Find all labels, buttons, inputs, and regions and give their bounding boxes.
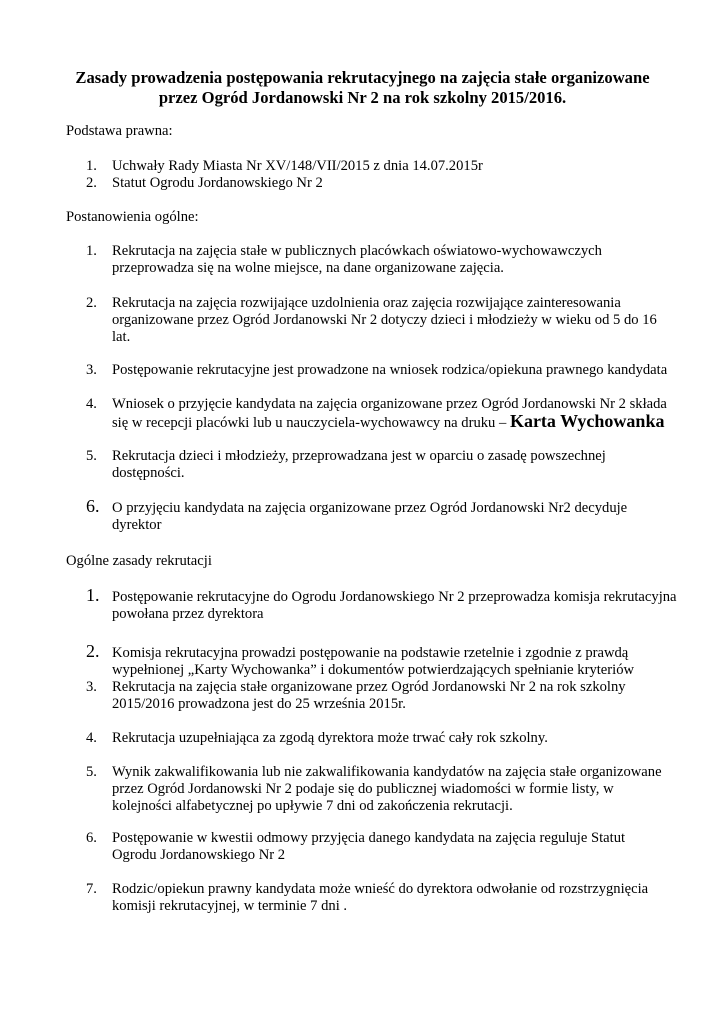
legal-basis-heading: Podstawa prawna: bbox=[66, 123, 173, 139]
rule-item: 3. Rekrutacja na zajęcia stałe organizowane przez Ogród Jordanowski Nr 2 na rok szkolny 2015/2016 prowadzona jest do 25 września 2015r. bbox=[86, 679, 626, 712]
rule-item: 2. Komisja rekrutacyjna prowadzi postępowanie na podstawie rzetelnie i zgodnie z prawdą wypełnionej „Karty Wychowanka” i dokumentów potwierdzających spełnianie kryteriów bbox=[86, 641, 635, 678]
title-line-2: przez Ogród Jordanowski Nr 2 na rok szkolny 2015/2016. bbox=[158, 88, 567, 107]
provision-item: 3. Postępowanie rekrutacyjne jest prowadzone na wniosek rodzica/opiekuna prawnego kandydata bbox=[86, 362, 668, 378]
legal-basis-item: 1. Uchwały Rady Miasta Nr XV/148/VII/2015 z dnia 14.07.2015r bbox=[86, 158, 483, 174]
karta-wychowanka-emphasis: Karta Wychowanka bbox=[509, 411, 665, 431]
title-line-1: Zasady prowadzenia postępowania rekrutacyjnego na zajęcia stałe organizowane bbox=[75, 68, 650, 87]
provision-item: 1. Rekrutacja na zajęcia stałe w publicznych placówkach oświatowo-wychowawczych przeprowadza się na wolne miejsce, na dane organizowane zajęcia. bbox=[86, 243, 602, 276]
legal-basis-item: 2. Statut Ogrodu Jordanowskiego Nr 2 bbox=[86, 175, 323, 191]
provision-item: 5. Rekrutacja dzieci i młodzieży, przeprowadzana jest w oparciu o zasadę powszechnej dostępności. bbox=[86, 448, 606, 481]
rule-item: 7. Rodzic/opiekun prawny kandydata może wnieść do dyrektora odwołanie od rozstrzygnięcia komisji rekrutacyjnej, w terminie 7 dni . bbox=[86, 881, 649, 914]
general-provisions-heading: Postanowienia ogólne: bbox=[66, 209, 199, 225]
document-title bbox=[40, 68, 685, 108]
provision-item: 4. Wniosek o przyjęcie kandydata na zajęcia organizowane przez Ogród Jordanowski Nr 2 składa się w recepcji placówki lub u nauczyciela-wychowawcy na druku – Karta Wychowanka bbox=[86, 396, 667, 431]
general-rules-heading: Ogólne zasady rekrutacji bbox=[66, 553, 212, 569]
rule-item: 5. Wynik zakwalifikowania lub nie zakwalifikowania kandydatów na zajęcia stałe organizowane przez Ogród Jordanowski Nr 2 podaje się do publicznej wiadomości w formie listy, w kolejności alfabetycznej po upływie 7 dni od zakończenia rekrutacji. bbox=[86, 764, 662, 814]
rule-item: 6. Postępowanie w kwestii odmowy przyjęcia danego kandydata na zajęcia reguluje Statut Ogrodu Jordanowskiego Nr 2 bbox=[86, 830, 626, 863]
provision-item: 6. O przyjęciu kandydata na zajęcia organizowane przez Ogród Jordanowski Nr2 decyduje dyrektor bbox=[86, 496, 628, 533]
provision-item: 2. Rekrutacja na zajęcia rozwijające uzdolnienia oraz zajęcia rozwijające zainteresowania organizowane przez Ogród Jordanowski Nr 2 dotyczy dzieci i młodzieży w wieku od 5 do 16 lat. bbox=[86, 295, 657, 345]
rule-item: 4. Rekrutacja uzupełniająca za zgodą dyrektora może trwać cały rok szkolny. bbox=[86, 730, 548, 746]
rule-item: 1. Postępowanie rekrutacyjne do Ogrodu Jordanowskiego Nr 2 przeprowadza komisja rekrutacyjna powołana przez dyrektora bbox=[86, 585, 677, 622]
